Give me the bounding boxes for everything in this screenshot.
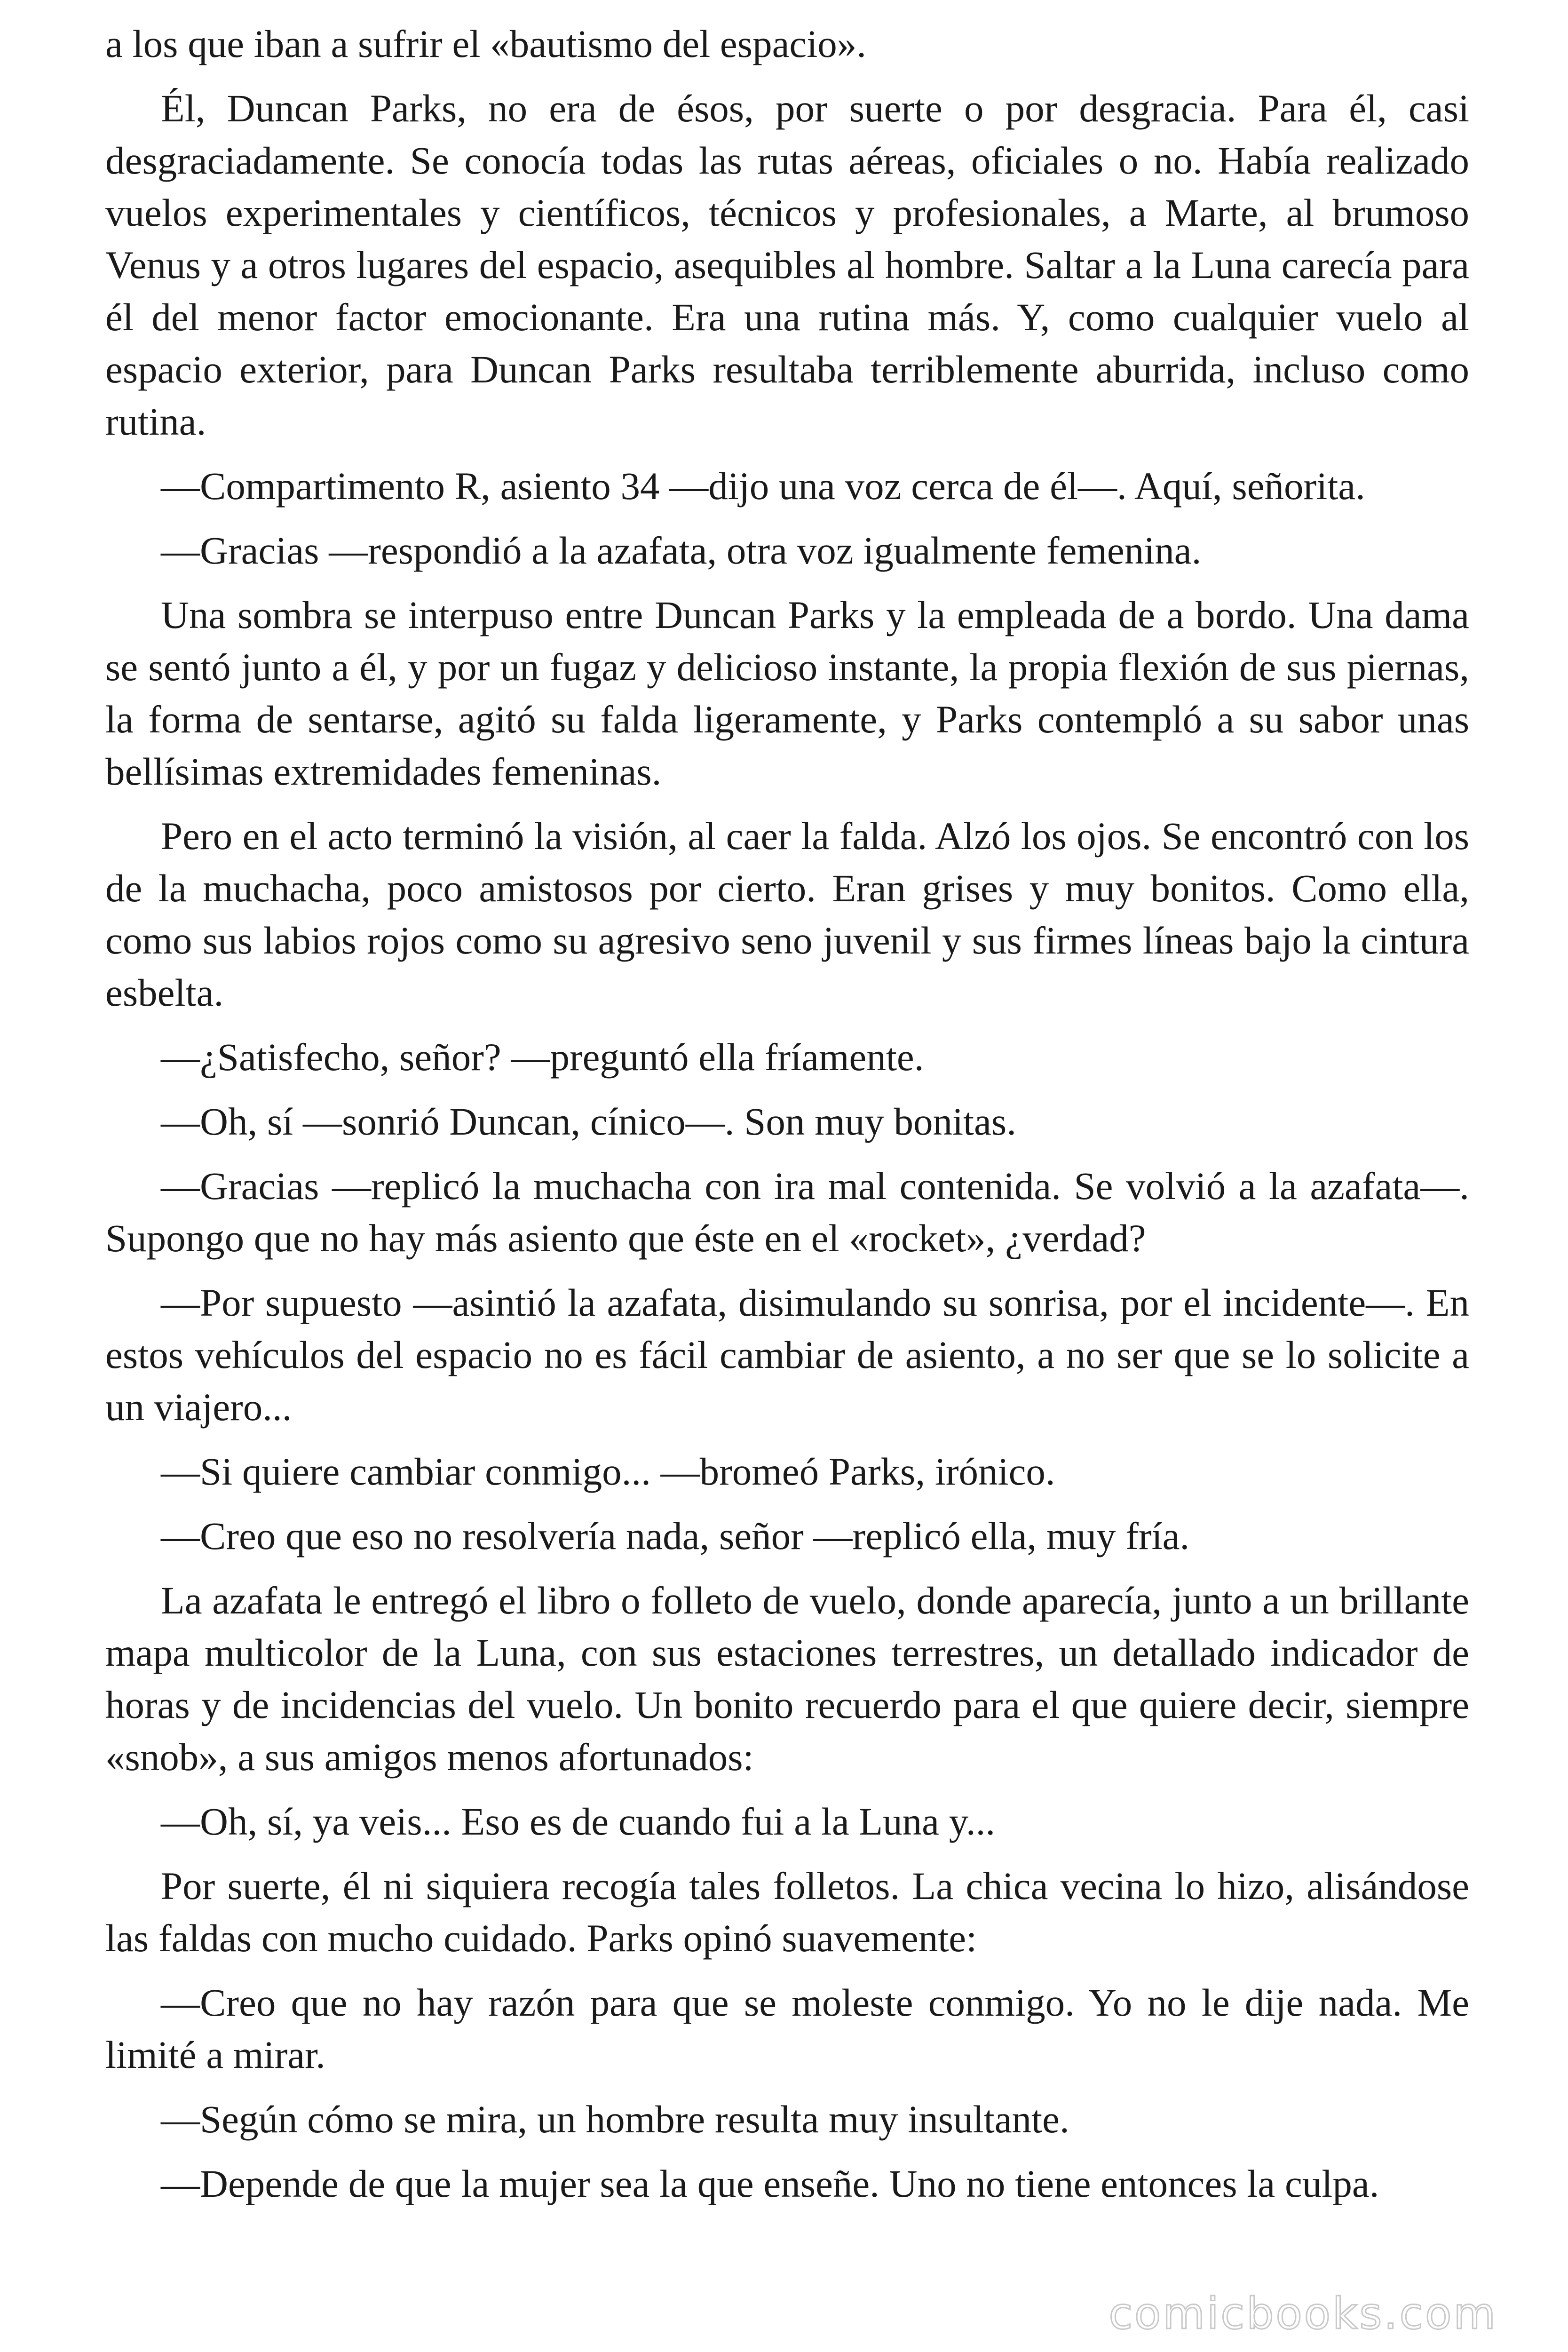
paragraph-7: —¿Satisfecho, señor? —preguntó ella fríamente. (161, 1035, 924, 1079)
paragraph-17: —Según cómo se mira, un hombre resulta muy insultante. (161, 2098, 1069, 2141)
paragraph-14: —Oh, sí, ya veis... Eso es de cuando fui a la Luna y... (161, 1800, 996, 1843)
paragraph-16: —Creo que no hay razón para que se moleste conmigo. Yo no le dije nada. Me limité a mirar. (105, 1981, 1469, 2076)
paragraph-5: Una sombra se interpuso entre Duncan Parks y la empleada de a bordo. Una dama se sentó junto a él, y por un fugaz y delicioso instante, la propia flexión de sus piernas, la forma de sentarse, agitó su falda ligeramente, y Parks contempló a su sabor unas bellísimas extremidades femeninas. (105, 593, 1469, 793)
paragraph-8: —Oh, sí —sonrió Duncan, cínico—. Son muy bonitas. (161, 1100, 1016, 1143)
paragraph-11: —Si quiere cambiar conmigo... —bromeó Parks, irónico. (161, 1450, 1055, 1493)
paragraph-1: a los que iban a sufrir el «bautismo del espacio». (105, 22, 867, 65)
paragraph-6: Pero en el acto terminó la visión, al caer la falda. Alzó los ojos. Se encontró con los de la muchacha, poco amistosos por cierto. Eran grises y muy bonitos. Como ella, como sus labios rojos como su agresivo seno juvenil y sus firmes líneas bajo la cintura esbelta. (105, 814, 1469, 1014)
paragraph-9: —Gracias —replicó la muchacha con ira mal contenida. Se volvió a la azafata—. Supongo que no hay más asiento que éste en el «rocket», ¿verdad? (105, 1164, 1469, 1260)
paragraph-3: —Compartimento R, asiento 34 —dijo una voz cerca de él—. Aquí, señorita. (161, 464, 1365, 508)
paragraph-10: —Por supuesto —asintió la azafata, disimulando su sonrisa, por el incidente—. En estos vehículos del espacio no es fácil cambiar de asiento, a no ser que se lo solicite a un viajero... (105, 1281, 1469, 1429)
paragraph-12: —Creo que eso no resolvería nada, señor —replicó ella, muy fría. (161, 1514, 1190, 1557)
page-text (105, 18, 1469, 2222)
paragraph-4: —Gracias —respondió a la azafata, otra voz igualmente femenina. (161, 529, 1202, 572)
paragraph-18: —Depende de que la mujer sea la que enseñe. Uno no tiene entonces la culpa. (161, 2162, 1379, 2205)
paragraph-13: La azafata le entregó el libro o folleto de vuelo, donde aparecía, junto a un brillante mapa multicolor de la Luna, con sus estaciones terrestres, un detallado indicador de horas y de incidencias del vuelo. Un bonito recuerdo para el que quiere decir, siempre «snob», a sus amigos menos afortunados: (105, 1579, 1469, 1779)
paragraph-2: Él, Duncan Parks, no era de ésos, por suerte o por desgracia. Para él, casi desgraciadamente. Se conocía todas las rutas aéreas, oficiales o no. Había realizado vuelos experimentales y científicos, técnicos y profesionales, a Marte, al brumoso Venus y a otros lugares del espacio, asequibles al hombre. Saltar a la Luna carecía para él del menor factor emocionante. Era una rutina más. Y, como cualquier vuelo al espacio exterior, para Duncan Parks resultaba terriblemente aburrida, incluso como rutina. (105, 87, 1469, 443)
watermark: comicbooks.com (1109, 2288, 1497, 2339)
paragraph-15: Por suerte, él ni siquiera recogía tales folletos. La chica vecina lo hizo, alisándose las faldas con mucho cuidado. Parks opinó suavemente: (105, 1864, 1469, 1960)
